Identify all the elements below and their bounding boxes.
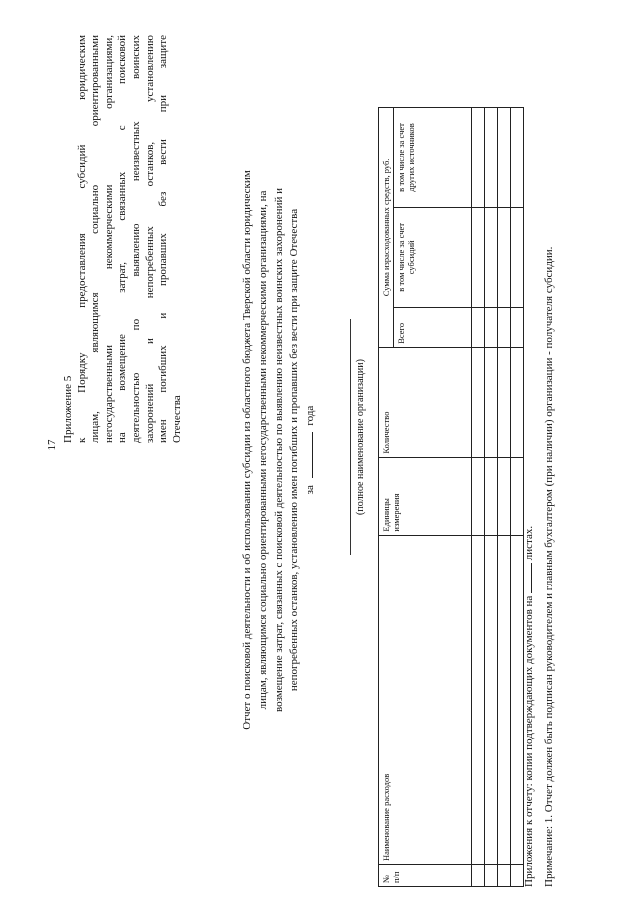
organization-caption: (полное наименование организации) (355, 359, 366, 515)
appendix-line: к Порядку предоставления субсидий юридическим (75, 35, 88, 443)
page-number: 17 (46, 439, 58, 451)
col-quantity-header: Количество (379, 347, 472, 457)
appendix-line: имен погибших и пропавших без вести при защите (157, 35, 170, 443)
col-total-header: Всего (394, 307, 472, 347)
table-row (498, 108, 511, 887)
title-line: непогребенных останков, установлению имен погибших и пропавших без вести при защите Отечества (288, 208, 301, 692)
attachments-line (522, 107, 535, 887)
appendix-line: лицам, являющимся социально ориентированными (89, 35, 102, 443)
title-line: лицам, являющимся социально ориентированными негосударственными некоммерческими организациями, на (256, 190, 269, 710)
appendix-line: деятельностью по выявлению неизвестных воинских (129, 35, 142, 443)
title-line: Отчет о поисковой деятельности и об использовании субсидии из областного бюджета Тверской области юридическим (241, 170, 253, 730)
table-row (472, 108, 485, 887)
col-num-header: № п/п (379, 865, 472, 887)
report-title (240, 35, 319, 865)
note: Примечание: 1. Отчет должен быть подписан руководителем и главным бухгалтером (при наличии) организации - получателя субсидии. (543, 246, 555, 887)
organization-name-line (350, 319, 351, 555)
appendix-line: Приложение 5 (62, 375, 74, 443)
period-prefix: за (304, 485, 317, 495)
col-sum-group-header: Сумма израсходованных средств, руб. (379, 108, 394, 348)
col-other-header: в том числе за счет других источников (394, 108, 472, 208)
col-unit-header: Единицы измерения (379, 457, 472, 535)
period-line (303, 35, 319, 865)
period-suffix: года (304, 405, 317, 426)
col-name-header: Наименование расходов (379, 535, 472, 864)
appendix-header (62, 35, 184, 443)
attachments-blank (522, 563, 532, 593)
attachments-suffix: листах. (523, 525, 535, 561)
appendix-line: на возмещение затрат, связанных с поисковой (116, 35, 129, 443)
appendix-line: негосударственными некоммерческими организациями, (102, 35, 115, 443)
appendix-line: Отечества (170, 395, 183, 443)
col-subsidy-header: в том числе за счет субсидий (394, 207, 472, 307)
appendix-line: захоронений и непогребенных останков, установлению (143, 35, 156, 443)
title-line: возмещение затрат, связанных с поисковой деятельностью по выявлению неизвестных воинских захоронений и (272, 188, 285, 712)
expenses-table (378, 107, 524, 887)
attachments-prefix: Приложения к отчету: копии подтверждающих документов на (523, 595, 535, 887)
period-blank (303, 432, 313, 478)
table-row (485, 108, 498, 887)
